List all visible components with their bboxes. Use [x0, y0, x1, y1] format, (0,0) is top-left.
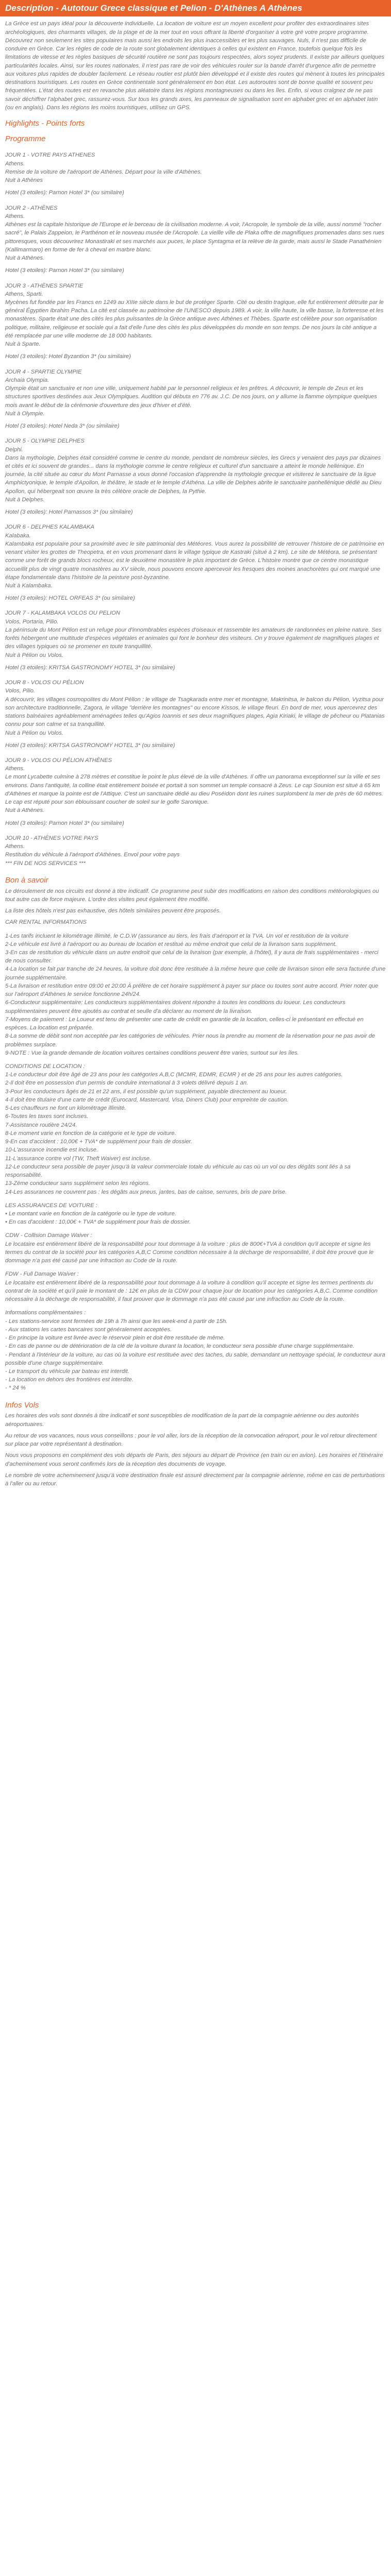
info-item: - Le transport du véhicule par bateau est interdit.: [5, 1368, 129, 1375]
bon-a-savoir-heading: Bon à savoir: [5, 875, 48, 885]
day-title: JOUR 2 - ATHÈNES: [5, 205, 58, 211]
day-description: Dans la mythologie, Delphes était considéré comme le centre du monde, pendant de nombreux siècles, les Grecs y venaient des pays par dizaines et cités et ici souvent de grandes... dans la mythologie comme le centre religieux et culturel d'un sanctuaire a atteint le monde hellénique. En journée, la cité située au cœur du Mont Parnasse a vous donné l'occasion d'apprendre la mythologie grecque et visiterez le sanctuaire de la ligue Amphictyonique, le temple d'Apollon, le théâtre, le stade et le temple d'Athéna. La ville de Delphes abrite le sanctuaire panhellénique dédié au Dieu Apollon, qui hébergeait son œuvre la très célèbre oracle de Delphes, la Pythie.: [5, 454, 382, 495]
info-item: - La location en dehors des frontières est interdite.: [5, 1377, 134, 1383]
day-description: Remise de la voiture de l'aéroport de Athènes. Départ pour la ville d'Athènes.: [5, 168, 202, 175]
infos-vols-text-1: Les horaires des vols sont donnés à titre indicatif et sont susceptibles de modification de la part de la compagnie aérienne ou des autorités aéroportuaires.: [5, 1413, 359, 1428]
condition-item: 1-Le conducteur doit être âgé de 23 ans pour les catégories A,B,C (MCMR, EDMR, ECMR ) et de 25 ans pour les autres catégories.: [5, 1072, 343, 1078]
assurances-list: [5, 1210, 386, 1226]
day-block: [5, 756, 386, 827]
day-description: Kalambaka est populaire pour sa proximité avec le site patrimonial des Météores. Vous aurez la possibilité de retrouver l'histoire de ce patrimoine en venant visiter les grottes de Theopetra, et en vous promenant dans le village typique de Kastraki (situé à 2 km). Le site de Météora, se présentant comme une forêt de grands blocs rocheux, est le deuxième monastère le plus important de Grèce. L'histoire montre que ce centre monastique accueillit plus de vingt quatre monastères au XV siècle, nous pouvons encore apercevoir les fresques des moines anachorètes qui ont marqué une étape fondamentale dans l'histoire de la peinture post-byzantine.: [5, 540, 384, 581]
condition-item: 9-En cas d'accident : 10,00€ + TVA* de supplément pour frais de dossier.: [5, 1139, 192, 1145]
day-hotel: Hotel (3 etoiles): Parnon Hotel 3* (ou similaire): [5, 267, 124, 274]
day-title: JOUR 10 - ATHÈNES VOTRE PAYS: [5, 835, 99, 841]
day-night: Nuit à Athènes.: [5, 255, 45, 262]
day-description: Athènes est la capitale historique de l'Europe et le berceau de la civilisation moderne. A voir, l'Acropole, le symbole de la ville, aussi nommé "rocher sacré", le Palais Zappeion, le Parthénon et le nouveau musée de l'Acropole. La vieille ville de Plaka offre de magnifiques promenades dans ses rues pittoresques, vous découvrirez Monastiraki et ses marchés aux puces, le place Syntagma et la relève de la garde, mais aussi le Stade Panathénien (Kallimarmaro) en forme de fer à cheval en marbre blanc.: [5, 222, 384, 253]
assurance-item: • En cas d'accident : 10,00€ + TVA* de supplément pour frais de dossier.: [5, 1219, 191, 1226]
main-content: [0, 16, 391, 1488]
info-item: - Pendant à l'intérieur de la voiture, au cas où la voiture est restituée avec des taches, du sable, demandant un nettoyage spécial, le conducteur aura possible d'une charge supplémentaire.: [5, 1351, 385, 1366]
day-night: Nuit à Pélion ou Volos.: [5, 730, 63, 736]
info-list: [5, 1317, 386, 1393]
info-label: Informations complémentaires :: [5, 1310, 86, 1316]
day-block: [5, 204, 386, 275]
info-item: - Les stations-service sont fermées de 19h à 7h ainsi que les week-end à partir de 15h.: [5, 1318, 227, 1325]
day-night: Nuit à Olympie.: [5, 410, 45, 417]
infos-vols-text-3: Nous vous proposons en complément des vols départs de Paris, des séjours au départ de Province (en train ou en avion). Les horaires et l'itinéraire d'acheminement vous seront confirmés lors de la réception des documents de voyage.: [5, 1452, 383, 1467]
day-title: JOUR 6 - DELPHES KALAMBAKA: [5, 524, 94, 531]
day-place: Athens.: [5, 160, 25, 167]
infos-vols-text-4: Le nombre de votre acheminement jusqu'à votre destination finale est assuré directement par la compagnie aérienne, même en cas de perturbations à l'aller ou au retour.: [5, 1472, 385, 1487]
condition-item: 5-Les chauffeurs ne font un kilométrage illimité.: [5, 1105, 126, 1112]
day-hotel: Hotel (3 etoiles): HOTEL ORFEAS 3* (ou similaire): [5, 595, 135, 602]
day-block: [5, 609, 386, 672]
cdw-label: CDW - Collision Damage Waiver :: [5, 1232, 92, 1239]
day-block: [5, 437, 386, 516]
day-block: [5, 282, 386, 361]
condition-item: 2-Il doit être en possession d'un permis de conduire international à 3 volets délivré depuis 1 an.: [5, 1080, 249, 1087]
day-place: Athens.: [5, 843, 25, 850]
day-title: JOUR 7 - KALAMBAKA VOLOS OU PELION: [5, 610, 120, 617]
page-title: Description - Autotour Grece classique et Pelion - D'Athènes A Athènes: [0, 0, 391, 16]
programme-heading: Programme: [5, 134, 46, 143]
condition-item: 13-Zéme conducteur sans supplément selon les régions.: [5, 1180, 151, 1187]
car-rental-item: 9-NOTE : Vue la grande demande de location voitures certaines conditions peuvent être varies, surtout sur les îles.: [5, 1049, 299, 1056]
day-night: Nuit à Sparte.: [5, 341, 41, 348]
day-place: Volos, Portaria, Pilio.: [5, 618, 59, 625]
condition-item: 6-Toutes les taxes sont incluses.: [5, 1113, 89, 1120]
day-place: Athens.: [5, 766, 25, 772]
day-hotel: Hotel (3 etoiles): Parnon Hotel 3* (ou similaire): [5, 820, 124, 826]
day-night: *** FIN DE NOS SERVICES ***: [5, 860, 86, 867]
car-rental-item: 3-En cas de restitution du véhicule dans un autre endroit que celui de la livraison (par exemple, à l'hôtel), il y aura de frais supplémentaires - merci de nous consulter.: [5, 949, 379, 964]
day-block: [5, 679, 386, 750]
car-rental-label: CAR RENTAL INFORMATIONS: [5, 919, 87, 926]
day-night: Nuit à Athènes: [5, 177, 43, 184]
day-night: Nuit à Athènes.: [5, 807, 45, 814]
day-place: Athens.: [5, 213, 25, 219]
condition-item: 10-L'assurance incendie est incluse.: [5, 1147, 98, 1154]
fdw-text: Le locataire est entièrement libéré de la responsabilité pour tout dommage à la voiture à condition qu'il accepte et signe les termes pertinents du contrat de la société et qu'il paie le montant de : 12€ en plus de la CDW pour chaque jour de location pour les catégories A,B,C. Comme condition nécessaire à la décharge de responsabilité, il faut prouver que le dommage n'a pas été causé par une infraction au Code de la route.: [5, 1279, 378, 1303]
day-hotel: Hotel (3 etoiles): Parnon Hotel 3* (ou similaire): [5, 190, 124, 196]
day-description: Mycènes fut fondée par les Francs en 1249 au XIIIe siècle dans le but de protéger Sparte. Cité ou destin tragique, elle fut entièrement détruite par le général Égyptien Ibrahim Pacha. La cité est classée au patrimoine de l'UNESCO depuis 1989. A voir, la ville haute, la ville basse, la forteresse et les monastères. Sparte était une des cités les plus puissantes de la Grèce antique avec Athènes et Thèbes. Sparte est célèbre pour son organisation politique, militaire, religieuse et sociale qui a fait d'elle l'une des cités les plus développées du monde en son temps. De nos jours la cité antique a été remplacée par une ville moderne de 18 000 habitants.: [5, 299, 384, 339]
day-title: JOUR 1 - VOTRE PAYS ATHENES: [5, 152, 95, 159]
day-title: JOUR 9 - VOLOS OU PÉLION ATHÈNES: [5, 757, 112, 764]
day-block: [5, 368, 386, 431]
car-rental-item: 6-Conducteur supplémentaire: Les conducteurs supplémentaires doivent répondre à toutes les conditions du loueur. Les conducteurs supplémentaires peuvent être ajoutés au contrat et seulle d'a déclarer au moment de la livraison.: [5, 999, 346, 1014]
day-place: Delphi.: [5, 446, 23, 453]
car-rental-item: 2-Le véhicule est livré à l'aéroport ou au bureau de location et restitué au même endroit que celui de la livraison sans supplément.: [5, 941, 337, 947]
day-block: [5, 834, 386, 868]
day-place: Kalabaka.: [5, 532, 31, 539]
info-item: - Aux stations les cartes bancaires sont généralement acceptées.: [5, 1326, 172, 1333]
day-block: [5, 523, 386, 602]
condition-item: 7-Assistance routière 24/24.: [5, 1122, 77, 1128]
day-description: Le mont Lycabette culmine à 278 mètres et constitue le point le plus élevé de la ville d'Athènes. Il offre un panorama exceptionnel sur la ville et ses environs. Dans l'antiquité, la colline était entièrement boisée et portait à son sommet un temple consacré à Zeus. Le cap Sounion est situé à 65 km d'Athènes et marque la pointe est de l'Attique. C'est un sanctuaire dédié au dieu Poséidon dont les ruines surplombent la mer de près de 60 mètres. Le cap est réputé pour son éblouissant coucher de soleil sur le golfe Saronique.: [5, 774, 383, 806]
conditions-list: [5, 1071, 386, 1196]
day-title: JOUR 5 - OLYMPIE DELPHES: [5, 438, 85, 445]
info-item: - En principe la voiture est livrée avec le réservoir plein et doit être restituée de même.: [5, 1335, 225, 1342]
day-description: La péninsule du Mont Pélion est un refuge pour d'innombrables espèces d'oiseaux et rassemble les amateurs de randonnées en pleine nature. Ses forêts hébergent une multitude d'espèces végétales et animales qui font le bonheur des visiteurs. On y trouve également de magnifiques plages et des villages typiques où se promener en toute tranquillité.: [5, 626, 382, 650]
day-hotel: Hotel (3 etoiles): Hotel Parnassos 3* (ou similaire): [5, 509, 133, 516]
car-rental-list: [5, 932, 386, 1058]
day-title: JOUR 4 - SPARTIE OLYMPIE: [5, 368, 82, 375]
car-rental-item: 7-Moyens de paiement : Le Loueur est tenu de présenter une carte de crédit en garantie de la location, celles-ci le présentant en effectué en espèces. La location est préparée.: [5, 1016, 364, 1031]
car-rental-item: 8-La somme de débit sont non acceptée par les catégories de véhicules. Prier nous la prendre au moment de la réservation pour ne pas avoir de problèmes surplace.: [5, 1033, 376, 1048]
info-item: - * 24 %: [5, 1385, 26, 1392]
condition-item: 12-Le conducteur sera possible de payer jusqu'à la valeur commerciale totale du véhicule au cas où un vol ou des dégâts sont liés à sa responsabilité.: [5, 1163, 351, 1179]
days-list: [5, 151, 386, 867]
bon-a-savoir-text-1: Le déroulement de nos circuits est donné à titre indicatif. Ce programme peut subir des modifications en raison des conditions météorologiques ou tout autre cas de force majeure. L'ordre des visites peut également être modifié.: [5, 888, 379, 903]
condition-item: 3-Pour les conducteurs âgés de 21 et 22 ans, il est possible qu'un supplément, payable directement au loueur.: [5, 1088, 287, 1095]
day-description: A découvrir, les villages cosmopolites du Mont Pélion : le village de Tsagkarada entre mer et montagne, Makrinitsa, le balcon du Pélion, Vyzitsa pour son architecture traditionnelle, Zagora, le village "derrière les montagnes" ou encore Kissos, le village fleuri. En bord de mer, vous apercevrez des stations balnéaires agréablement aménagées telles qu'Agios Ioannis et ses deux magnifiques plages, Agia Kiriaki, le village de pêcheur ou Platanias connu pour son calme et sa tranquillité.: [5, 696, 385, 728]
car-rental-item: 1-Les tarifs incluent le kilométrage illimité, le C.D.W (assurance au tiers, les frais d'aéroport et la TVA. Un vol et restitution de la voiture: [5, 933, 349, 939]
assurances-label: LES ASSURANCES DE VOITURE :: [5, 1202, 97, 1209]
car-rental-item: 5-La livraison et restitution entre 09:00 et 20:00 À préfère de cet horaire supplément à payer sur place ou toutes sont autre accord. Prier noter que sur l'aéroport d'Athènes le service fonctionne 24h/24.: [5, 982, 379, 998]
day-hotel: Hotel (3 etoiles): KRITSA GASTRONOMY HOTEL 3* (ou similaire): [5, 664, 175, 671]
day-title: JOUR 3 - ATHÈNES SPARTIE: [5, 282, 84, 289]
assurance-item: • Le montant varie en fonction de la catégorie ou le type de voiture.: [5, 1211, 176, 1217]
infos-vols-text-2: Au retour de vos vacances, nous vous conseillons : pour le vol aller, lors de la réception de la convocation aéroport, pour le vol retour directement sur place par votre représentant à destination.: [5, 1432, 377, 1448]
day-night: Nuit à Pélion ou Volos.: [5, 652, 63, 658]
day-hotel: Hotel (3 etoiles): Hotel Byzantion 3* (ou similaire): [5, 353, 131, 360]
infos-vols-heading: Infos Vols: [5, 1400, 39, 1410]
info-item: - En cas de panne ou de détérioration de la clé de la voiture durant la location, le conducteur sera possible d'une charge supplémentaire.: [5, 1343, 354, 1350]
day-hotel: Hotel (3 etoiles): KRITSA GASTRONOMY HOTEL 3* (ou similaire): [5, 742, 175, 749]
day-place: Athens, Sparti.: [5, 291, 43, 297]
condition-item: 8-Le moment varie en fonction de la catégorie et le type de voiture.: [5, 1130, 176, 1137]
condition-item: 4-Il doit être titulaire d'une carte de crédit (Eurocard, Mastercard, Visa, Diners Club) pour empreinte de caution.: [5, 1096, 289, 1103]
conditions-label: CONDITIONS DE LOCATION :: [5, 1063, 85, 1070]
condition-item: 14-Les assurances ne couvrent pas : les dégâts aux pneus, jantes, bas de caisse, serrures, bris de pare brise.: [5, 1189, 287, 1195]
day-description: Restitution du véhicule à l'aéroport d'Athènes. Envol pour votre pays: [5, 852, 180, 858]
day-hotel: Hotel (3 etoiles): Hotel Neda 3* (ou similaire): [5, 423, 120, 430]
cdw-text: Le locataire est entièrement libéré de la responsabilité pour tout dommage à la voiture : plus de 800€+TVA à condition qu'il accepte et signe les termes du contrat de la société pour les catégories A,B,C Comme condition nécessaire à la décharge de responsabilité, il doit être prouvé que le dommage n'a pas été causé par une infraction au Code de la route.: [5, 1241, 374, 1264]
day-block: [5, 151, 386, 197]
day-night: Nuit à Delphes.: [5, 496, 45, 503]
fdw-label: FDW - Full Damage Waiver :: [5, 1271, 79, 1278]
car-rental-item: 4-La location se fait par tranche de 24 heures, la voiture doit donc être restituée à la même heure que celle de livraison sinon elle sera facturée d'une journée supplémentaire.: [5, 966, 386, 981]
bon-a-savoir-text-2: La liste des hôtels n'est pas exhaustive, des hôtels similaires peuvent être proposés.: [5, 908, 221, 914]
day-title: JOUR 8 - VOLOS OU PÉLION: [5, 680, 84, 686]
day-night: Nuit à Kalambaka.: [5, 583, 53, 589]
condition-item: 11-L'assurance contre vol (TW, Theft Waiver) est incluse.: [5, 1155, 151, 1162]
day-place: Volos, Pilio.: [5, 688, 36, 694]
day-description: Olympie était un sanctuaire et non une ville, uniquement habité par le personnel religieux et les prêtres. A découvrir, le temple de Zeus et les structures sportives destinées aux Jeux Olympiques. Audition qui débuta en 776 av. J.C. De nos jours, on y allume la flamme olympique quelques mois avant le début de la cérémonie d'ouverture des jeux d'hiver et d'été.: [5, 385, 377, 409]
day-place: Archaia Olympia.: [5, 377, 50, 383]
highlights-heading: Highlights - Points forts: [5, 118, 85, 128]
intro-text: La Grèce est un pays idéal pour la découverte individuelle. La location de voiture est un moyen excellent pour profiter des extraordinaires sites archéologiques, des charmants villages, de la plage et de la mer tout en vous offrant la liberté d'organiser à votre gré votre propre programme. Découvrez non seulement les sites populaires mais aussi les endroits les plus inaccessibles et les plus sauvages. Nuls, il n'est pas difficile de conduire en Grèce. Car les règles de code de la route sont globalement identiques à celles qui existent en France, toutefois quelque fois les limitations de vitesse et les règles basiques de sécurité routière ne sont pas toujours respectées, alors soyez prudents. Il existe par ailleurs quelques particularités locales. Ainsi, sur les routes nationales, il n'est pas rare de voir des véhicules rouler sur la bande d'arrêt d'urgence afin de permettre aux voitures plus rapides de doubler facilement. Le réseau routier est plutôt bien développé et il existe des routes qui mènent à toutes les principales destinations touristiques. Les routes en Grèce continentale sont généralement en bon état. Les autoroutes sont de bonne qualité et souvent peu fréquentées. L'état des routes est en revanche plus aléatoire dans les régions montagneuses ou dans les îles. Enfin, si vous craignez de ne pas savoir déchiffrer l'alphabet grec, rassurez-vous. Sur tous les grands axes, les panneaux de signalisation sont en alphabet grec et en alphabet latin (ou en anglais). Dans les régions les moins touristiques, utilisez un GPS.: [5, 21, 385, 111]
